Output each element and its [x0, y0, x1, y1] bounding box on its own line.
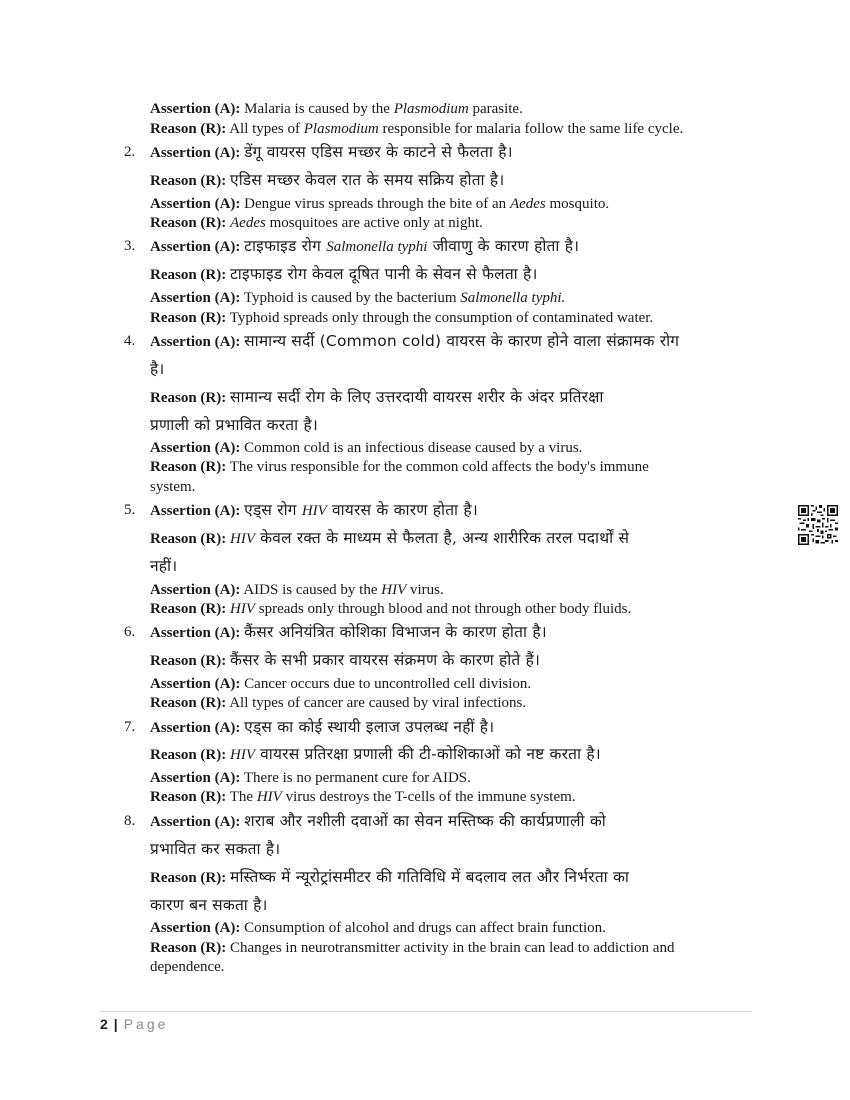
reason-en: Reason (R): All types of Plasmodium responsible for malaria follow the same life cycle. [150, 121, 684, 137]
footer-divider [100, 1011, 752, 1012]
assertion-hi: Assertion (A): टाइफाइड रोग Salmonella typhi जीवाणु के कारण होता है। [150, 237, 580, 255]
assertion-en: Assertion (A): Typhoid is caused by the bacterium Salmonella typhi. [150, 290, 566, 306]
reason-en: Reason (R): The HIV virus destroys the T-cells of the immune system. [150, 789, 576, 805]
assertion-en: Assertion (A): Cancer occurs due to uncontrolled cell division. [150, 676, 532, 692]
reason-hi-cont: नहीं। [150, 557, 178, 575]
assertion-hi-cont: है। [150, 360, 165, 378]
assertion-hi: Assertion (A): एड्स का कोई स्थायी इलाज उपलब्ध नहीं है। [150, 718, 495, 736]
reason-en: Reason (R): All types of cancer are caused by viral infections. [150, 695, 527, 711]
question-number: 4. [124, 333, 136, 349]
assertion-hi-cont: प्रभावित कर सकता है। [150, 840, 281, 858]
assertion-en: Assertion (A): There is no permanent cure for AIDS. [150, 770, 471, 786]
reason-en: Reason (R): Typhoid spreads only through the consumption of contaminated water. [150, 310, 654, 326]
footer-separator: | [113, 1016, 118, 1032]
question-number: 7. [124, 719, 136, 735]
assertion-hi: Assertion (A): सामान्य सर्दी (Common cold) वायरस के कारण होने वाला संक्रामक रोग [150, 332, 680, 350]
page-number: 2 [100, 1016, 108, 1032]
question-number: 3. [124, 238, 136, 254]
assertion-en: Assertion (A): Consumption of alcohol and drugs can affect brain function. [150, 920, 606, 936]
question-number: 5. [124, 502, 136, 518]
reason-hi: Reason (R): टाइफाइड रोग केवल दूषित पानी के सेवन से फैलता है। [150, 265, 538, 283]
reason-hi: Reason (R): सामान्य सर्दी रोग के लिए उत्तरदायी वायरस शरीर के अंदर प्रतिरक्षा [150, 388, 604, 406]
reason-hi: Reason (R): एडिस मच्छर केवल रात के समय सक्रिय होता है। [150, 171, 505, 189]
reason-en: Reason (R): HIV spreads only through blood and not through other body fluids. [150, 601, 632, 617]
reason-en: Reason (R): Aedes mosquitoes are active only at night. [150, 215, 483, 231]
reason-hi: Reason (R): कैंसर के सभी प्रकार वायरस संक्रमण के कारण होते हैं। [150, 651, 541, 669]
assertion-hi: Assertion (A): डेंगू वायरस एडिस मच्छर के काटने से फैलता है। [150, 143, 513, 161]
page-word: Page [123, 1016, 169, 1032]
reason-hi: Reason (R): HIV वायरस प्रतिरक्षा प्रणाली की टी-कोशिकाओं को नष्ट करता है। [150, 745, 601, 763]
reason-hi: Reason (R): HIV केवल रक्त के माध्यम से फैलता है, अन्य शारीरिक तरल पदार्थों से [150, 529, 630, 547]
assertion-en: Assertion (A): Malaria is caused by the Plasmodium parasite. [150, 101, 523, 117]
assertion-hi: Assertion (A): शराब और नशीली दवाओं का सेवन मस्तिष्क की कार्यप्रणाली को [150, 812, 606, 830]
reason-hi: Reason (R): मस्तिष्क में न्यूरोट्रांसमीटर की गतिविधि में बदलाव लत और निर्भरता का [150, 868, 630, 886]
reason-en: Reason (R): Changes in neurotransmitter activity in the brain can lead to addiction and [150, 940, 675, 956]
reason-hi-cont: कारण बन सकता है। [150, 896, 268, 914]
reason-en: Reason (R): The virus responsible for the common cold affects the body's immune [150, 459, 649, 475]
assertion-en: Assertion (A): Common cold is an infectious disease caused by a virus. [150, 440, 583, 456]
question-number: 6. [124, 624, 136, 640]
assertion-en: Assertion (A): Dengue virus spreads through the bite of an Aedes mosquito. [150, 196, 610, 212]
assertion-en: Assertion (A): AIDS is caused by the HIV virus. [150, 582, 444, 598]
reason-en-cont: dependence. [150, 959, 225, 975]
reason-en-cont: system. [150, 479, 196, 495]
assertion-hi: Assertion (A): एड्स रोग HIV वायरस के कारण होता है। [150, 501, 478, 519]
page-footer [100, 1016, 168, 1032]
assertion-hi: Assertion (A): कैंसर अनियंत्रित कोशिका विभाजन के कारण होता है। [150, 623, 547, 641]
question-number: 8. [124, 813, 136, 829]
reason-hi-cont: प्रणाली को प्रभावित करता है। [150, 416, 318, 434]
question-number: 2. [124, 144, 136, 160]
qr-code-icon[interactable] [798, 505, 838, 545]
